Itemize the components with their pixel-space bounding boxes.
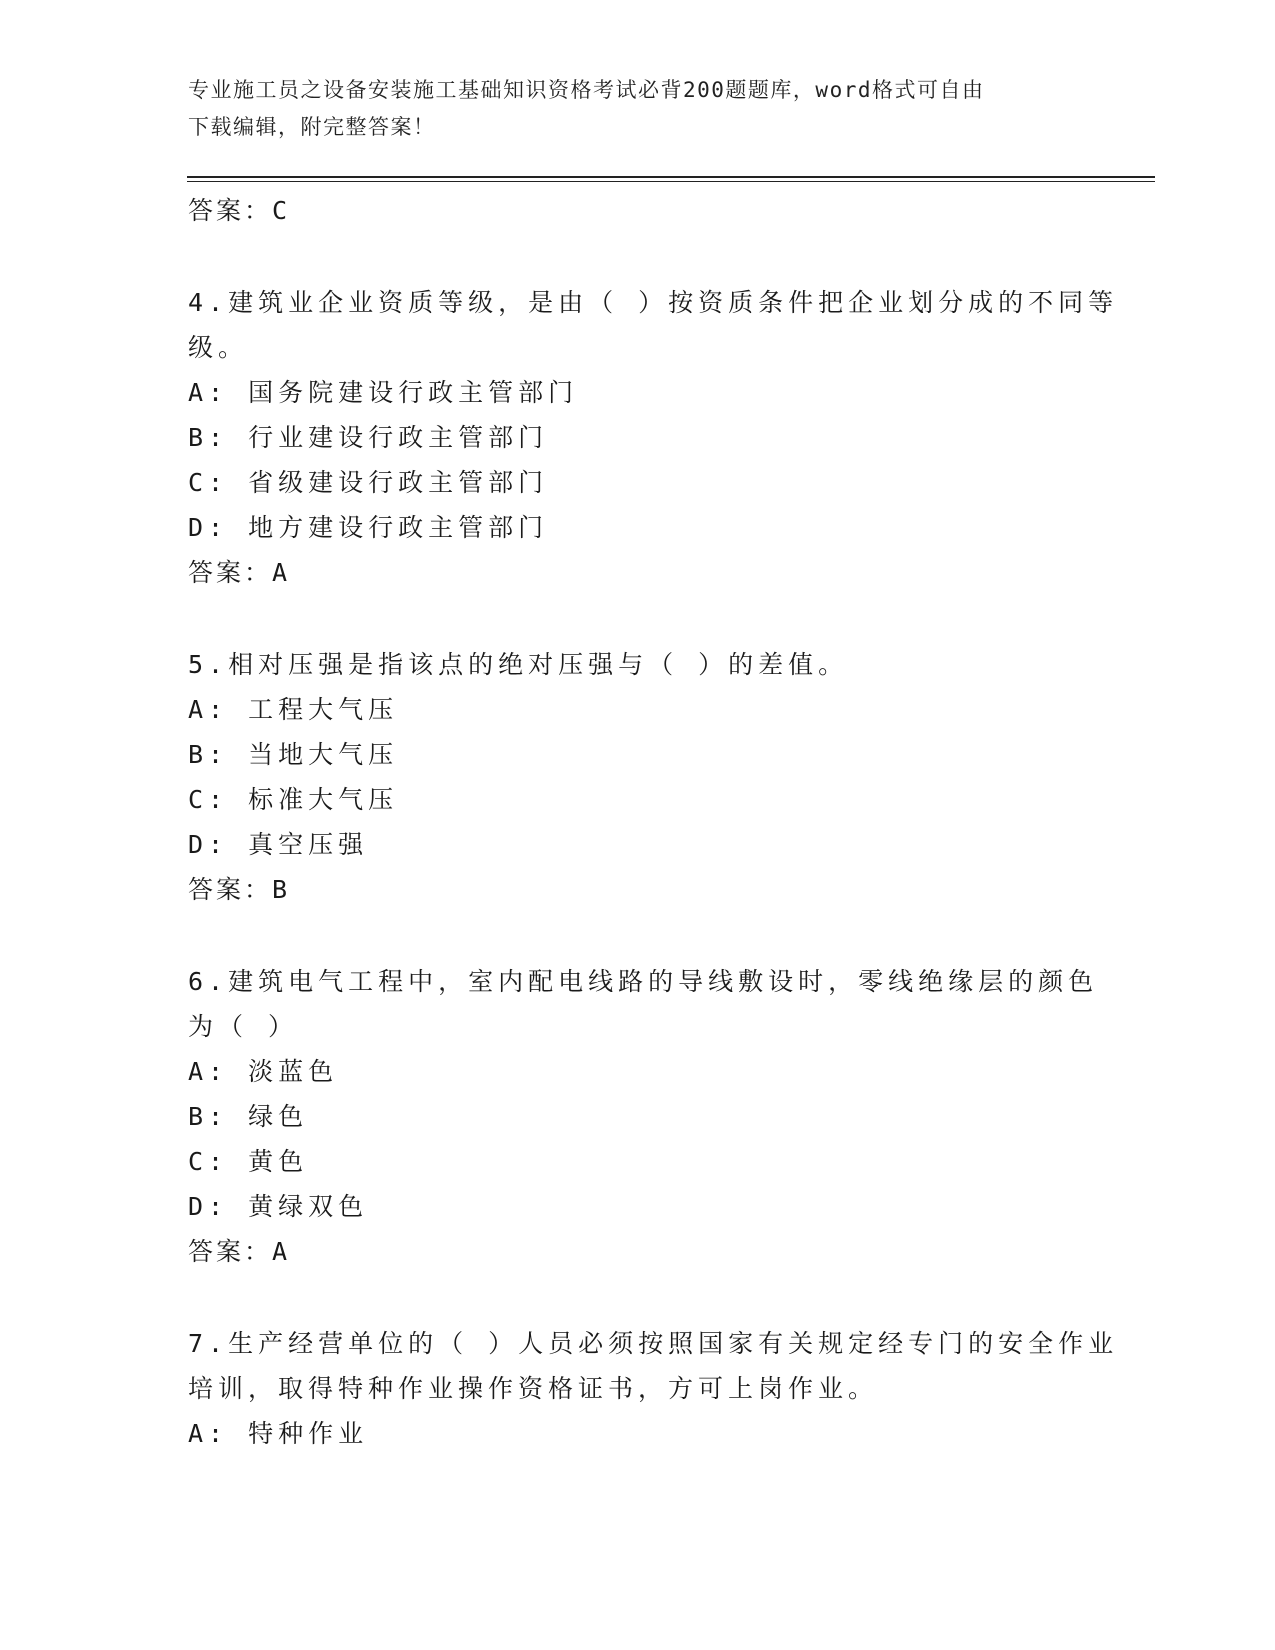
question-block: [188, 280, 1119, 595]
option-d: D: 真空压强: [188, 830, 369, 859]
option-a: A: 工程大气压: [188, 695, 399, 724]
answer-value: C: [272, 196, 290, 225]
header-line-2: 下载编辑，附完整答案！: [188, 115, 436, 139]
spacer: [188, 912, 1088, 959]
option-b: B: 当地大气压: [188, 740, 399, 769]
answer-value: B: [272, 875, 290, 904]
question-block: [188, 642, 1088, 912]
question-stem-continued: 为（ ）: [188, 1012, 299, 1041]
spacer: [188, 1274, 1088, 1321]
header-rule-thick: [187, 176, 1155, 178]
option-d: D: 地方建设行政主管部门: [188, 513, 549, 542]
option-a: A: 特种作业: [188, 1419, 369, 1448]
header-rule-thin: [187, 181, 1155, 182]
answer-label: 答案：: [188, 875, 273, 904]
page-header: [188, 72, 1088, 146]
option-c: C: 黄色: [188, 1147, 309, 1176]
answer-line: [188, 867, 1088, 912]
question-stem-continued: 培训，取得特种作业操作资格证书，方可上岗作业。: [188, 1374, 879, 1403]
document-body: [188, 188, 1119, 1456]
answer-label: 答案：: [188, 196, 273, 225]
spacer: [188, 595, 1088, 642]
question-stem: 4.建筑业企业资质等级，是由（ ）按资质条件把企业划分成的不同等: [188, 288, 1119, 317]
option-b: B: 绿色: [188, 1102, 309, 1131]
question-block: [188, 1321, 1119, 1456]
spacer: [188, 233, 1088, 280]
header-line-1: 专业施工员之设备安装施工基础知识资格考试必背200题题库，word格式可自由: [188, 78, 985, 102]
option-b: B: 行业建设行政主管部门: [188, 423, 549, 452]
option-a: A: 国务院建设行政主管部门: [188, 378, 579, 407]
option-c: C: 标准大气压: [188, 785, 399, 814]
answer-line: [188, 550, 1088, 595]
question-stem: 6.建筑电气工程中，室内配电线路的导线敷设时，零线绝缘层的颜色: [188, 967, 1099, 996]
answer-label: 答案：: [188, 1237, 273, 1266]
option-d: D: 黄绿双色: [188, 1192, 369, 1221]
question-block: [188, 959, 1099, 1274]
option-c: C: 省级建设行政主管部门: [188, 468, 549, 497]
question-stem: 5.相对压强是指该点的绝对压强与（ ）的差值。: [188, 650, 849, 679]
answer-value: A: [272, 558, 290, 587]
option-a: A: 淡蓝色: [188, 1057, 339, 1086]
answer-label: 答案：: [188, 558, 273, 587]
answer-line: [188, 1229, 1088, 1274]
answer-value: A: [272, 1237, 290, 1266]
question-stem-continued: 级。: [188, 333, 249, 362]
question-stem: 7.生产经营单位的（ ）人员必须按照国家有关规定经专门的安全作业: [188, 1329, 1119, 1358]
answer-line: [188, 188, 1088, 233]
